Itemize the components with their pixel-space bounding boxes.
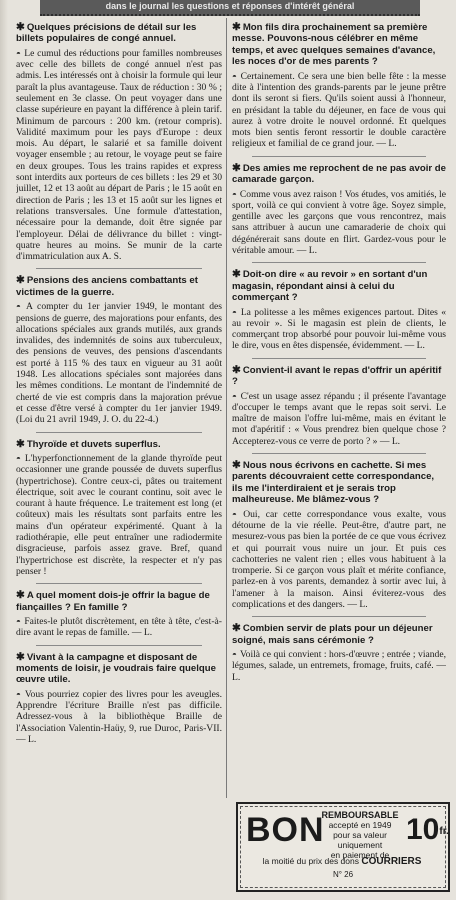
star-icon: ✱	[232, 363, 241, 376]
answer-paragraph	[232, 189, 446, 257]
answer-marker-icon: ◓	[232, 71, 238, 81]
answer-text: C'est un usage assez répandu ; il présente l'avantage d'occuper le temps avant que le repas soit servi. Le maître de maison l'offre lui-même, mais en évitant le mot d'apéritif : « Vous prendrez bien quelque chose ? Accepterez-vous ce verre de porto ? » — L.	[232, 390, 446, 447]
question-heading	[232, 163, 446, 186]
answer-marker-icon: ◓	[16, 48, 22, 58]
star-icon: ✱	[16, 437, 25, 450]
qa-item	[232, 365, 446, 447]
question-heading	[16, 652, 222, 686]
item-separator	[36, 583, 202, 584]
qa-item	[232, 623, 446, 683]
answer-text: Voilà ce qui convient : hors-d'œuvre ; entrée ; viande, légumes, salade, un entremets, fromage, fruits, café. — L.	[232, 649, 446, 683]
question-heading	[16, 275, 222, 298]
coupon-remboursable: REMBOURSABLE	[321, 810, 399, 820]
item-separator	[252, 616, 426, 617]
answer-paragraph	[232, 509, 446, 611]
answer-paragraph	[232, 307, 446, 352]
answer-marker-icon: ◓	[16, 689, 22, 699]
answer-text: Oui, car cette correspondance vous exalte, vous détourne de la vie réelle. Peut-être, d'autre part, ne mesurez-vous pas bien la portée de ce que vous écrivez et qui pourrait vous nuire un jour. Et puis ces cachotteries ne valent rien ; elles vous habituent à la tromperie. Si ce garçon vous plaît et mérite confiance, parlez-en à vos parents, demandez à sortir avec lui, à l'amener à la maison. Ainsi éviterez-vous des complications et des dangers. — L.	[232, 508, 446, 610]
star-icon: ✱	[16, 274, 25, 287]
answer-marker-icon: ◓	[16, 453, 22, 463]
star-icon: ✱	[16, 22, 25, 33]
item-separator	[252, 262, 426, 263]
star-icon: ✱	[16, 650, 25, 663]
question-heading	[232, 623, 446, 646]
answer-paragraph	[16, 48, 222, 263]
star-icon: ✱	[232, 459, 241, 471]
question-text: Quelques précisions de détail sur les billets populaires de congé annuel.	[16, 22, 197, 45]
qa-item	[16, 652, 222, 746]
coupon-terms	[316, 810, 404, 860]
answer-marker-icon: ◓	[232, 650, 237, 660]
star-icon: ✱	[16, 589, 25, 602]
answer-paragraph	[16, 453, 222, 577]
star-icon: ✱	[232, 22, 241, 33]
star-icon: ✱	[232, 268, 241, 281]
star-icon: ✱	[232, 622, 241, 635]
qa-item	[16, 275, 222, 425]
question-heading	[16, 22, 222, 45]
coupon-price-unit: fr.	[439, 826, 449, 837]
answer-paragraph	[16, 689, 222, 745]
question-text: Des amies me reprochent de ne pas avoir de camarade garçon.	[232, 162, 446, 186]
coupon-courriers: COURRIERS	[361, 856, 422, 867]
qa-item	[16, 590, 222, 638]
answer-text: Certainement. Ce sera une bien belle fête : la messe dite à l'intention des grands-parents par le jeune prêtre dont ils seront si fiers. Qu'ils soient aussi à l'honneur, en présidant la table du déjeuner, en face de vous qui aurez à votre droite le nouvel ordonné. Et quelques mots bien sentis feront ressortir le double caractère religieux et familial de ce grand jour. — L.	[232, 70, 446, 150]
item-separator	[252, 453, 426, 454]
item-separator	[252, 358, 426, 359]
answer-marker-icon: ◓	[232, 307, 238, 317]
qa-item	[232, 460, 446, 610]
coupon-moitie-text: la moitié du prix des dons	[262, 856, 359, 866]
star-icon: ✱	[232, 161, 241, 174]
answer-marker-icon: ◓	[16, 302, 24, 312]
coupon-moitie	[244, 856, 440, 867]
question-text: A quel moment dois-je offrir la bague de fiançailles ? En famille ?	[16, 590, 210, 613]
qa-item	[232, 22, 446, 150]
bon-coupon	[236, 802, 450, 892]
answer-text: Comme vous avez raison ! Vos études, vos amitiés, le sport, voilà ce qui convient à votre âge. Soyez simple, gentille avec les garçons que vous rencontrez, mais sans attribuer à aucun une camaraderie de choix qui dégénérerait sans doute en flirt. Gardez-vous pour le véritable amour. — L.	[232, 188, 446, 256]
question-text: Pensions des anciens combattants et victimes de la guerre.	[16, 275, 198, 298]
item-separator	[36, 645, 202, 646]
coupon-line-2: pour sa valeur	[333, 830, 387, 840]
qa-item	[16, 22, 222, 262]
item-separator	[36, 268, 202, 269]
answer-paragraph	[16, 301, 222, 425]
question-heading	[232, 269, 446, 303]
left-column	[16, 22, 222, 898]
qa-item	[232, 163, 446, 257]
item-separator	[36, 432, 202, 433]
answer-paragraph	[232, 391, 446, 447]
coupon-price	[406, 812, 449, 848]
question-text: Nous nous écrivons en cachette. Si mes parents découvraient cette correspondance, ils me l'interdiraient et je serais trop malheureuse. Me blâmez-vous ?	[232, 460, 435, 506]
question-text: Vivant à la campagne et disposant de moments de loisir, je voudrais faire quelque œuvre utile.	[16, 651, 216, 686]
item-separator	[252, 156, 426, 157]
coupon-number: N° 26	[332, 870, 354, 879]
answer-text: Le cumul des réductions pour familles nombreuses avec celle des billets de congé annuel n'est pas admis. Les intéressés ont à choisir la formule qui leur paraît la plus avantageuse. Taux de réduction : 30 % ; seulement en 3e classe. On peut voyager dans une classe supérieure en payant la différence à plein tarif. Minimum de parcours : 200 km. (retour compris). Validité maximum pour les pays d'Europe : deux mois. Au départ, le salarié et sa famille doivent voyager ensemble ; au retour, le voyage peut se faire en deux groupes. Tous les trains rapides et express sont interdits aux porteurs de ces billets : les 29 et 30 juillet, 12 et 13 août au départ de Paris ; le 15 août en direction de Paris ; les 13 et 15 août sur les lignes et relations transversales. Une formule d'attestation, nécessaire pour la demande, doit être signée par l'employeur. Délai de délivrance du billet : vingt-quatre heures au moins. Se munir de la carte d'immatriculation aux A. S.	[16, 47, 222, 263]
answer-marker-icon: ◓	[232, 509, 241, 519]
question-text: Thyroïde et duvets superflus.	[26, 438, 161, 450]
question-heading	[232, 22, 446, 68]
answer-text: La politesse a les mêmes exigences partout. Dites « au revoir ». Si le magasin est plein de clients, le commerçant trop absorbé pour pouvoir lui-même vous le dire, vous en êtes dispensée, évidemment. — L.	[232, 306, 446, 352]
answer-text: A compter du 1er janvier 1949, le montant des pensions de guerre, des majorations pour enfants, des allocations spéciales aux grands mutilés, aux grands invalides, des indemnités de soins aux tuberculeux, des pensions de veuves, des pensions d'ascendants est porté à 115 % des taux en vigueur au 31 août 1948. Les allocations spéciales sont majorées dans les mêmes conditions. Le montant de l'indemnité de cherté de vie est compris dans la majoration prévue et cesse d'être versé à compter du 1er janvier 1949. (Loi du 21 avril 1949, J. O. du 22-4.)	[16, 301, 222, 426]
coupon-line-1: accepté en 1949	[328, 820, 392, 830]
answer-paragraph	[16, 616, 222, 639]
page-edge	[0, 0, 8, 900]
coupon-price-value: 10	[406, 813, 440, 846]
question-text: Combien servir de plats pour un déjeuner soigné, mais sans cérémonie ?	[232, 623, 433, 646]
coupon-bon-label: BON	[246, 811, 325, 849]
banner: dans le journal les questions et réponses d'intérêt général	[40, 0, 420, 16]
question-text: Mon fils dira prochainement sa première messe. Pouvons-nous célébrer en même temps, et avec quelques semaines d'avance, les noces d'or de mes parents ?	[232, 22, 436, 68]
answer-text: Faites-le plutôt discrètement, en tête à tête, c'est-à-dire avant le repas de famille. — L.	[16, 616, 222, 639]
coupon-line-3: uniquement	[337, 840, 383, 850]
question-heading	[232, 365, 446, 388]
question-heading	[232, 460, 446, 506]
answer-text: L'hyperfonctionnement de la glande thyroïde peut occasionner une grande poussée de duvets superflus (hypertrichose). Contre ceux-ci, pâtes ou traitement électrique, soit avec le courant continu, soit avec le courant à haute fréquence. Le traitement est long (et coûteux) mais les résultats sont parfaits entre les mains d'un opérateur expérimenté. Quant à la radiothérapie, elle peut entraîner une radiodermite disgracieuse, parfois assez grave. Bref, quand l'hypertrichose est discrète, la respecter et n'y pas penser !	[16, 452, 222, 577]
question-heading	[16, 590, 222, 613]
answer-text: Vous pourriez copier des livres pour les aveugles. Apprendre l'écriture Braille n'est pas difficile. Adressez-vous à la bibliothèque Braille de l'Association Valentin-Haüy, 9, rue Duroc, Paris-VII. — L.	[16, 688, 222, 746]
column-divider	[226, 18, 227, 798]
answer-paragraph	[232, 71, 446, 150]
right-column	[232, 22, 446, 822]
question-heading	[16, 439, 222, 450]
qa-item	[16, 439, 222, 578]
coupon-line-4: en paiement de	[330, 850, 390, 860]
answer-marker-icon: ◓	[16, 617, 22, 627]
answer-marker-icon: ◓	[232, 189, 237, 199]
question-text: Doit-on dire « au revoir » en sortant d'un magasin, répondant ainsi à celui du commerçant ?	[232, 269, 428, 304]
answer-paragraph	[232, 649, 446, 683]
question-text: Convient-il avant le repas d'offrir un apéritif ?	[232, 364, 442, 388]
answer-marker-icon: ◓	[232, 391, 238, 401]
qa-item	[232, 269, 446, 351]
